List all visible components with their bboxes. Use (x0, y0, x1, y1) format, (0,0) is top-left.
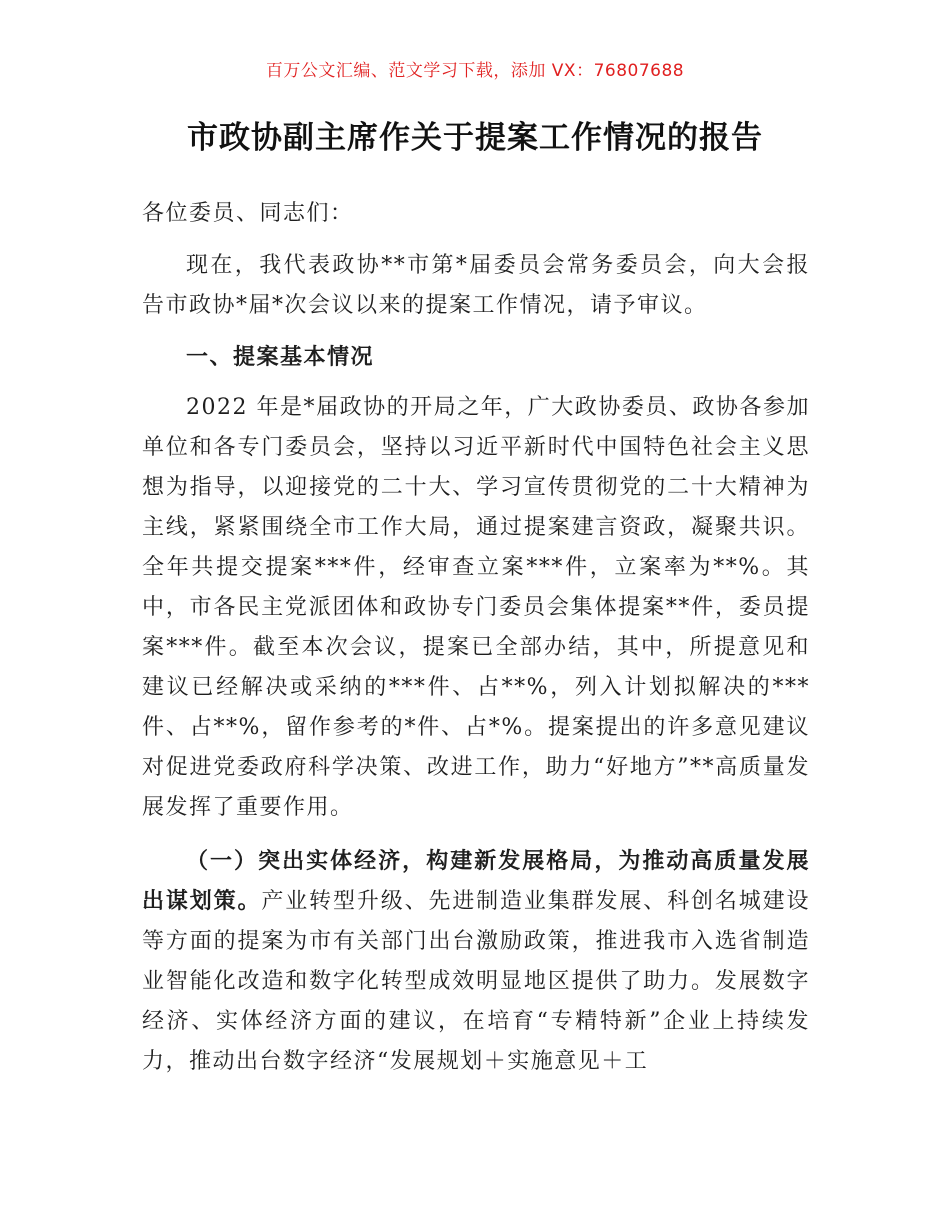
salutation: 各位委员、同志们： (142, 201, 354, 226)
intro-paragraph: 现在，我代表政协**市第*届委员会常务委员会，向大会报告市政协*届*次会议以来的提案工作情况，请予审议。 (142, 253, 810, 318)
subsection-heading: （一）突出实体经济，构建新发展格局，为推动高质量发展出谋划策。 (142, 849, 810, 914)
watermark-text: 百万公文汇编、范文学习下载，添加 VX：76807688 (265, 61, 685, 81)
section-heading: 一、提案基本情况 (186, 345, 375, 370)
document-title: 市政协副主席作关于提案工作情况的报告 (187, 120, 763, 156)
subsection-body: 产业转型升级、先进制造业集群发展、科创名城建设等方面的提案为市有关部门出台激励政策，推进我市入选省制造业智能化改造和数字化转型成效明显地区提供了助力。发展数字经济、实体经济方面的建议，在培育“专精特新”企业上持续发力，推动出台数字经济“发展规划＋实施意见＋工 (142, 889, 810, 1074)
document-body (142, 194, 810, 1082)
section-paragraph: 2022 年是*届政协的开局之年，广大政协委员、政协各参加单位和各专门委员会，坚持以习近平新时代中国特色社会主义思想为指导，以迎接党的二十大、学习宣传贯彻党的二十大精神为主线，紧紧围绕全市工作大局，通过提案建言资政，凝聚共识。全年共提交提案***件，经审查立案***件，立案率为**%。其中，市各民主党派团体和政协专门委员会集体提案**件，委员提案***件。截至本次会议，提案已全部办结，其中，所提意见和建议已经解决或采纳的***件、占**%，列入计划拟解决的***件、占**%，留作参考的*件、占*%。提案提出的许多意见建议对促进党委政府科学决策、改进工作，助力“好地方”**高质量发展发挥了重要作用。 (142, 395, 810, 820)
subsection-paragraph (142, 842, 810, 1082)
